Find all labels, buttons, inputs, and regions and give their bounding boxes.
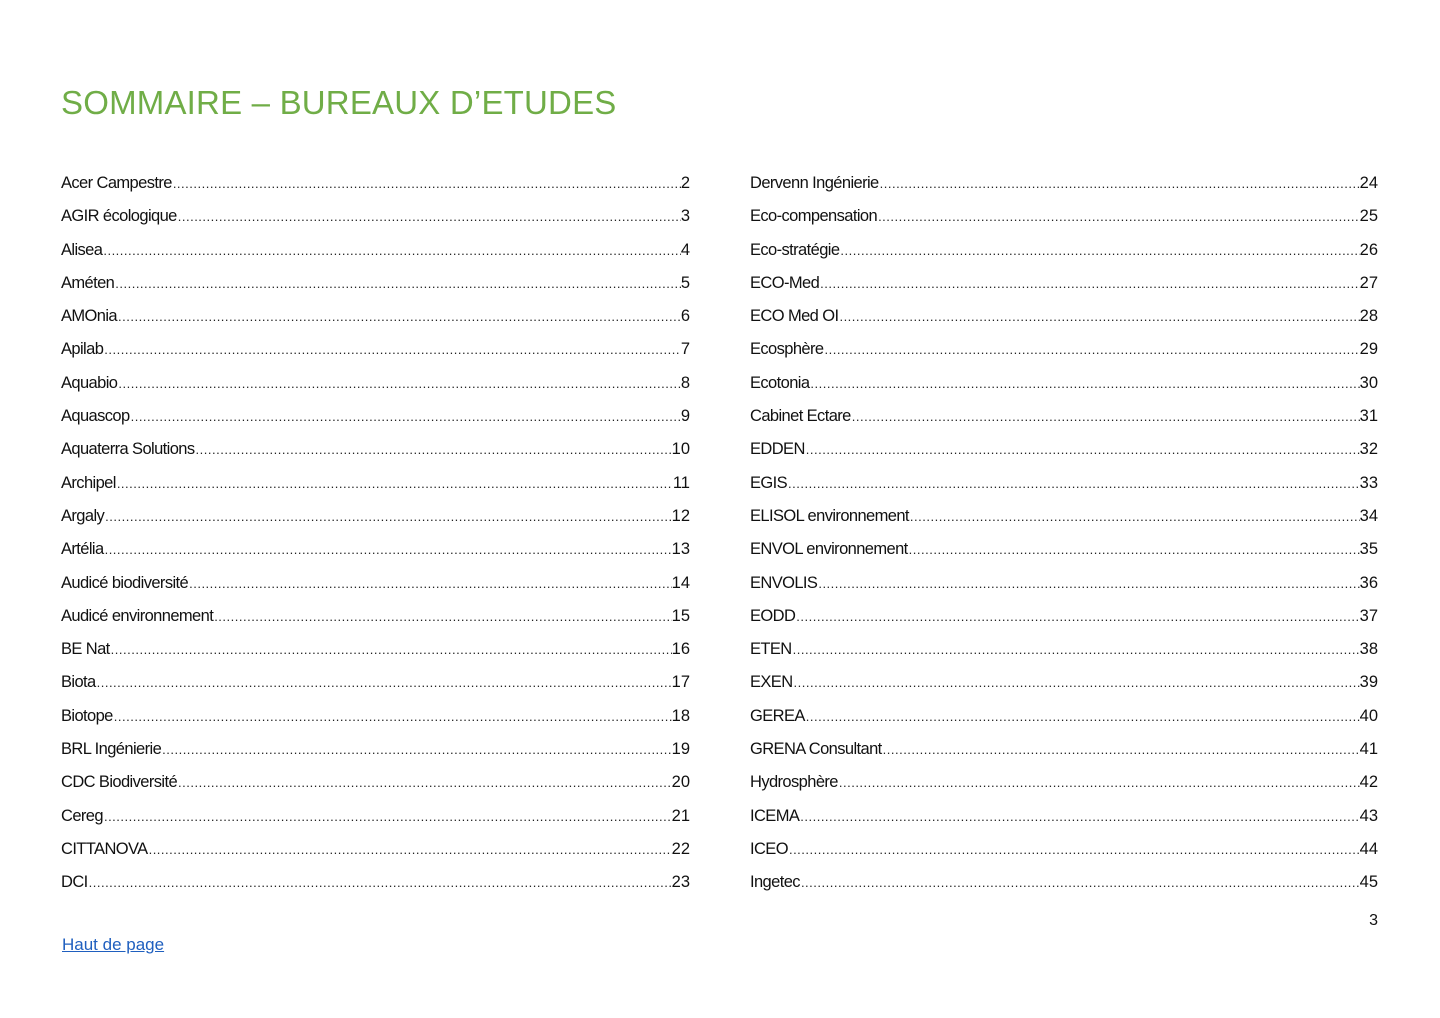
toc-entry-page: 20 xyxy=(671,773,690,792)
toc-entry[interactable] xyxy=(61,267,690,300)
toc-entry-label: Eco-compensation xyxy=(750,207,878,226)
toc-entry-page: 19 xyxy=(671,740,690,759)
toc-entry[interactable] xyxy=(750,333,1378,366)
toc-entry-page: 17 xyxy=(671,673,690,692)
toc-entry[interactable] xyxy=(61,300,690,333)
toc-entry[interactable] xyxy=(61,833,690,866)
toc-entry-page: 25 xyxy=(1359,207,1378,226)
toc-entry-page: 24 xyxy=(1359,174,1378,192)
toc-dot-leader xyxy=(819,267,1359,300)
toc-entry-label: Cereg xyxy=(61,806,103,825)
toc-entry-label: Artélia xyxy=(61,540,104,559)
toc-dot-leader xyxy=(104,533,672,566)
toc-entry-label: ETEN xyxy=(750,640,792,659)
toc-entry[interactable] xyxy=(750,567,1378,600)
toc-entry-label: Biota xyxy=(61,673,96,692)
toc-entry[interactable] xyxy=(750,700,1378,733)
toc-entry-page: 45 xyxy=(1359,873,1378,892)
toc-entry-label: Hydrosphère xyxy=(750,773,838,792)
toc-entry[interactable] xyxy=(61,333,690,366)
toc-dot-leader xyxy=(102,234,680,267)
toc-entry-page: 38 xyxy=(1359,640,1378,659)
toc-entry[interactable] xyxy=(61,666,690,699)
toc-entry-page: 4 xyxy=(680,240,690,259)
toc-entry[interactable] xyxy=(61,866,690,899)
toc-entry-page: 10 xyxy=(671,440,690,459)
toc-entry[interactable] xyxy=(750,400,1378,433)
toc-dot-leader xyxy=(213,600,671,633)
toc-entry-page: 18 xyxy=(671,706,690,725)
toc-dot-leader xyxy=(787,467,1360,500)
toc-entry[interactable] xyxy=(61,500,690,533)
toc-entry-label: Apilab xyxy=(61,340,104,359)
toc-entry-page: 29 xyxy=(1359,340,1378,359)
toc-entry-page: 43 xyxy=(1359,806,1378,825)
toc-entry-label: ICEO xyxy=(750,839,788,858)
toc-entry-label: DCI xyxy=(61,873,88,892)
toc-entry-label: ICEMA xyxy=(750,806,800,825)
toc-entry-label: Cabinet Ectare xyxy=(750,407,851,426)
toc-entry[interactable] xyxy=(750,267,1378,300)
toc-entry-page: 14 xyxy=(671,573,690,592)
toc-entry-label: Archipel xyxy=(61,473,116,492)
toc-entry-page: 6 xyxy=(680,307,690,326)
toc-entry-page: 32 xyxy=(1359,440,1378,459)
toc-entry-page: 34 xyxy=(1359,506,1378,525)
toc-entry-page: 26 xyxy=(1359,240,1378,259)
toc-dot-leader xyxy=(116,467,673,500)
toc-dot-leader xyxy=(188,567,672,600)
toc-entry-label: Argaly xyxy=(61,506,105,525)
toc-entry-label: BE Nat xyxy=(61,640,110,659)
toc-entry-page: 39 xyxy=(1359,673,1378,692)
toc-entry[interactable] xyxy=(750,367,1378,400)
toc-dot-leader xyxy=(909,500,1360,533)
toc-dot-leader xyxy=(788,833,1360,866)
toc-entry-label: AMOnia xyxy=(61,307,118,326)
toc-entry[interactable] xyxy=(61,167,690,200)
toc-dot-leader xyxy=(838,766,1360,799)
toc-entry[interactable] xyxy=(750,633,1378,666)
toc-entry-page: 28 xyxy=(1359,307,1378,326)
toc-entry-label: EXEN xyxy=(750,673,793,692)
toc-entry-label: Ecosphère xyxy=(750,340,824,359)
toc-entry[interactable] xyxy=(61,700,690,733)
toc-dot-leader xyxy=(879,167,1360,200)
toc-entry-page: 22 xyxy=(671,839,690,858)
toc-entry-label: CDC Biodiversité xyxy=(61,773,178,792)
toc-entry[interactable] xyxy=(750,200,1378,233)
toc-entry-label: ENVOL environnement xyxy=(750,540,908,559)
toc-entry-label: Aquascop xyxy=(61,407,130,426)
toc-entry-label: Ingetec xyxy=(750,873,800,892)
toc-dot-leader xyxy=(805,433,1360,466)
toc-entry-page: 5 xyxy=(680,273,690,292)
toc-entry-page: 15 xyxy=(671,606,690,625)
toc-dot-leader xyxy=(805,700,1360,733)
toc-entry-page: 33 xyxy=(1359,473,1378,492)
toc-dot-leader xyxy=(104,500,671,533)
toc-entry-label: Dervenn Ingénierie xyxy=(750,174,879,192)
toc-entry-page: 42 xyxy=(1359,773,1378,792)
toc-entry-page: 9 xyxy=(680,407,690,426)
toc-entry[interactable] xyxy=(61,766,690,799)
toc-entry[interactable] xyxy=(750,666,1378,699)
toc-entry-page: 40 xyxy=(1359,706,1378,725)
toc-entry-label: ECO Med OI xyxy=(750,307,839,326)
toc-entry-label: EODD xyxy=(750,606,796,625)
toc-dot-leader xyxy=(817,567,1359,600)
toc-dot-leader xyxy=(195,433,672,466)
toc-dot-leader xyxy=(177,200,681,233)
toc-dot-leader xyxy=(172,167,681,200)
toc-entry-page: 44 xyxy=(1359,839,1378,858)
toc-dot-leader xyxy=(96,666,672,699)
toc-entry-page: 13 xyxy=(671,540,690,559)
toc-entry[interactable] xyxy=(750,866,1378,899)
toc-entry-label: ELISOL environnement xyxy=(750,506,909,525)
toc-dot-leader xyxy=(110,633,672,666)
toc-dot-leader xyxy=(88,866,672,899)
toc-dot-leader xyxy=(130,400,681,433)
toc-column-right xyxy=(750,167,1378,900)
toc-dot-leader xyxy=(114,267,681,300)
toc-entry-label: CITTANOVA xyxy=(61,839,148,858)
toc-entry-page: 27 xyxy=(1359,273,1378,292)
toc-entry[interactable] xyxy=(61,234,690,267)
toc-dot-leader xyxy=(877,200,1360,233)
toc-entry[interactable] xyxy=(750,234,1378,267)
toc-entry-label: EGIS xyxy=(750,473,788,492)
toc-entry[interactable] xyxy=(750,600,1378,633)
toc-dot-leader xyxy=(823,333,1359,366)
toc-entry[interactable] xyxy=(750,433,1378,466)
toc-dot-leader xyxy=(113,700,672,733)
toc-entry-page: 35 xyxy=(1359,540,1378,559)
toc-entry[interactable] xyxy=(61,400,690,433)
toc-dot-leader xyxy=(799,800,1359,833)
toc-entry-label: GRENA Consultant xyxy=(750,740,882,759)
toc-entry[interactable] xyxy=(61,600,690,633)
toc-dot-leader xyxy=(839,234,1359,267)
toc-entry[interactable] xyxy=(61,733,690,766)
toc-dot-leader xyxy=(809,367,1359,400)
back-to-top-link[interactable]: Haut de page xyxy=(62,935,165,954)
toc-dot-leader xyxy=(795,600,1359,633)
toc-dot-leader xyxy=(882,733,1360,766)
toc-dot-leader xyxy=(103,800,672,833)
toc-entry[interactable] xyxy=(61,433,690,466)
toc-entry-label: Aquaterra Solutions xyxy=(61,440,195,459)
toc-entry[interactable] xyxy=(750,467,1378,500)
toc-column-left xyxy=(61,167,690,900)
toc-entry-label: AGIR écologique xyxy=(61,207,177,226)
toc-entry[interactable] xyxy=(61,467,690,500)
toc-entry-page: 31 xyxy=(1359,407,1378,426)
toc-dot-leader xyxy=(851,400,1360,433)
toc-entry-label: Audicé biodiversité xyxy=(61,573,189,592)
toc-entry[interactable] xyxy=(61,533,690,566)
toc-entry-page: 7 xyxy=(680,340,690,359)
toc-entry[interactable] xyxy=(61,800,690,833)
toc-entry-page: 8 xyxy=(680,373,690,392)
toc-entry-label: GEREA xyxy=(750,706,805,725)
toc-entry[interactable] xyxy=(750,500,1378,533)
toc-entry[interactable] xyxy=(750,167,1378,200)
toc-entry-page: 21 xyxy=(671,806,690,825)
toc-entry-page: 2 xyxy=(680,174,690,192)
toc-entry-label: ECO-Med xyxy=(750,273,820,292)
toc-entry-page: 16 xyxy=(671,640,690,659)
toc-entry[interactable] xyxy=(750,733,1378,766)
toc-dot-leader xyxy=(838,300,1359,333)
toc-entry[interactable] xyxy=(750,533,1378,566)
toc-entry-label: Eco-stratégie xyxy=(750,240,840,259)
toc-entry[interactable] xyxy=(61,633,690,666)
toc-entry-page: 30 xyxy=(1359,373,1378,392)
toc-entry-label: Ecotonia xyxy=(750,373,810,392)
toc-entry-page: 12 xyxy=(671,506,690,525)
page-title: SOMMAIRE – BUREAUX D’ETUDES xyxy=(61,84,617,121)
toc-entry[interactable] xyxy=(750,800,1378,833)
toc-entry[interactable] xyxy=(61,200,690,233)
page-number: 3 xyxy=(1369,912,1378,929)
toc-entry-page: 41 xyxy=(1359,740,1378,759)
toc-entry-label: BRL Ingénierie xyxy=(61,740,162,759)
toc-entry-label: Audicé environnement xyxy=(61,606,214,625)
toc-dot-leader xyxy=(117,300,681,333)
toc-entry-label: ENVOLIS xyxy=(750,573,818,592)
toc-entry-label: Améten xyxy=(61,273,115,292)
toc-entry-label: Acer Campestre xyxy=(61,174,172,192)
toc-entry[interactable] xyxy=(61,567,690,600)
toc-dot-leader xyxy=(908,533,1360,566)
toc-entry[interactable] xyxy=(61,367,690,400)
toc-dot-leader xyxy=(161,733,672,766)
toc-dot-leader xyxy=(177,766,672,799)
toc-dot-leader xyxy=(792,633,1360,666)
toc-dot-leader xyxy=(800,866,1360,899)
toc-dot-leader xyxy=(793,666,1360,699)
toc-dot-leader xyxy=(148,833,672,866)
toc-dot-leader xyxy=(103,333,681,366)
toc-entry-page: 23 xyxy=(671,873,690,892)
toc-entry-label: EDDEN xyxy=(750,440,805,459)
toc-dot-leader xyxy=(117,367,680,400)
toc-entry[interactable] xyxy=(750,766,1378,799)
toc-entry-page: 11 xyxy=(672,473,690,492)
toc-entry-page: 37 xyxy=(1359,606,1378,625)
toc-entry[interactable] xyxy=(750,833,1378,866)
toc-entry-label: Biotope xyxy=(61,706,113,725)
toc-entry-page: 3 xyxy=(680,207,690,226)
toc-entry[interactable] xyxy=(750,300,1378,333)
toc-entry-page: 36 xyxy=(1359,573,1378,592)
toc-entry-label: Alisea xyxy=(61,240,103,259)
toc-entry-label: Aquabio xyxy=(61,373,118,392)
